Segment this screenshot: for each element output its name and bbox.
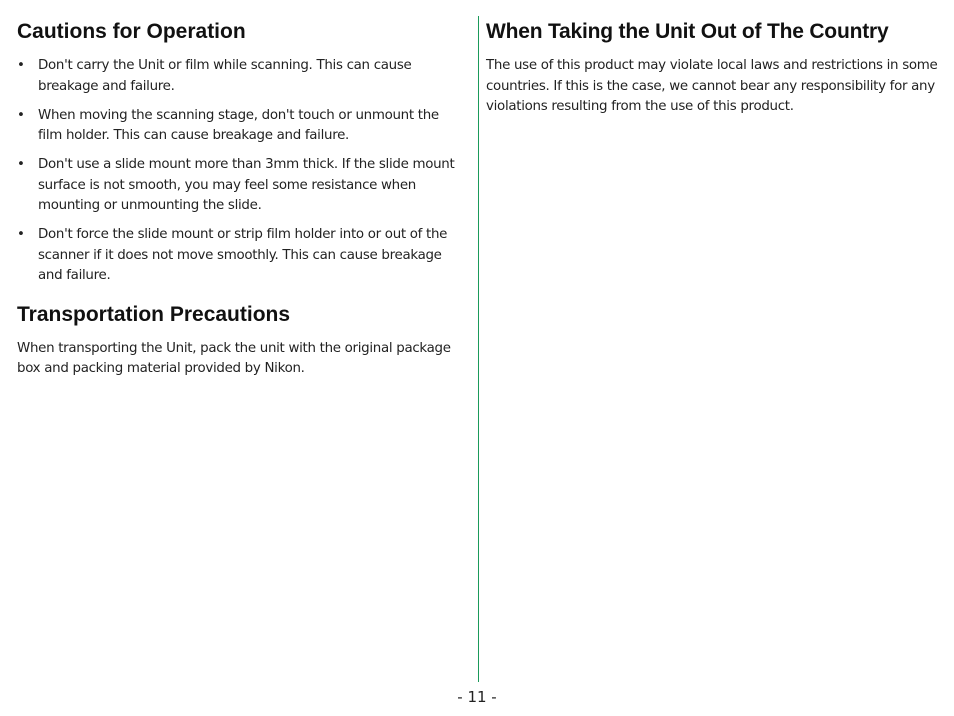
bullet-icon: •	[17, 227, 25, 242]
out-of-country-body: The use of this product may violate local laws and restrictions in some countries. If this is the case, we cannot bear any responsibility for any violations resulting from the use of this product.	[486, 58, 938, 114]
transportation-heading: Transportation Precautions	[17, 302, 291, 326]
list-item-text: When moving the scanning stage, don't touch or unmount the film holder. This can cause breakage and failure.	[38, 107, 439, 143]
cautions-heading: Cautions for Operation	[17, 20, 246, 43]
out-of-country-heading: When Taking the Unit Out of The Country	[486, 20, 889, 43]
bullet-icon: •	[17, 107, 25, 123]
bullet-icon: •	[17, 58, 25, 73]
page-number: - 11 -	[457, 688, 497, 706]
column-divider	[478, 16, 479, 682]
list-item	[17, 56, 465, 97]
bullet-icon: •	[17, 157, 25, 172]
cautions-list	[17, 56, 465, 287]
left-column	[17, 18, 465, 380]
list-item	[17, 155, 465, 217]
right-column	[486, 18, 941, 118]
list-item-text: Don't force the slide mount or strip film holder into or out of the scanner if it does not move smoothly. This can cause breakage and failure.	[38, 227, 448, 283]
list-item-text: Don't use a slide mount more than 3mm thick. If the slide mount surface is not smooth, you may feel some resistance when mounting or unmounting the slide.	[38, 157, 455, 213]
list-item-text: Don't carry the Unit or film while scanning. This can cause breakage and failure.	[38, 58, 412, 94]
transportation-section	[17, 301, 465, 380]
transportation-body: When transporting the Unit, pack the unit with the original package box and packing material provided by Nikon.	[17, 340, 451, 376]
list-item	[17, 225, 465, 287]
list-item	[17, 106, 465, 147]
